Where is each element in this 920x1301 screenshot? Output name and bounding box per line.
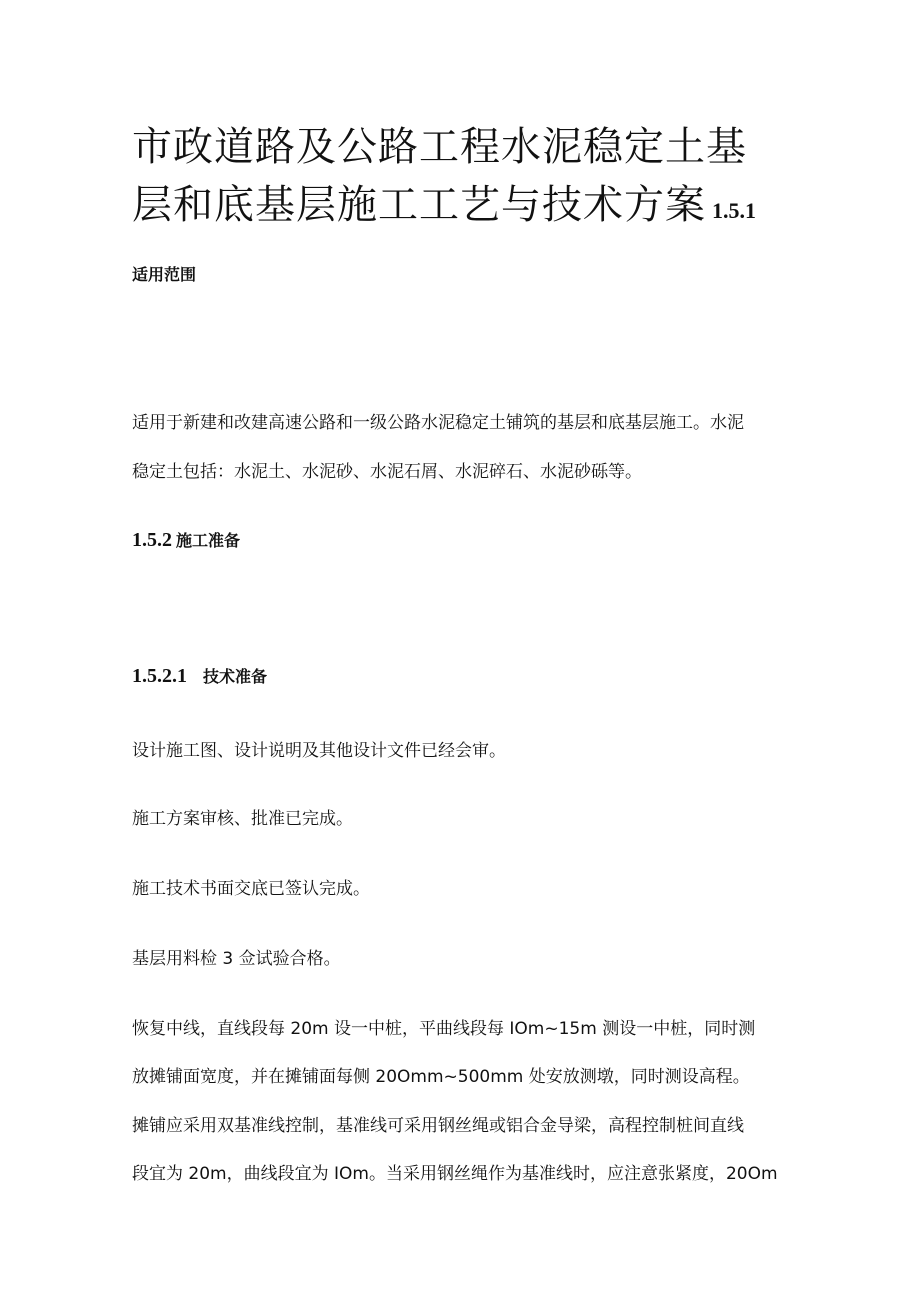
title-line-2: 层和底基层施工工艺与技术方案 — [132, 182, 706, 228]
section-number: 1.5.2 — [132, 529, 172, 551]
list-item: 施工方案审核、批准已完成。 — [132, 809, 353, 829]
list-item: 设计施工图、设计说明及其他设计文件已经会审。 — [132, 741, 506, 761]
section-title: 施工准备 — [176, 531, 241, 550]
title-line-1: 市政道路及公路工程水泥稳定土基 — [132, 124, 747, 170]
list-item: 施工技术书面交底已签认完成。 — [132, 879, 370, 899]
scope-paragraph-line-1: 适用于新建和改建高速公路和一级公路水泥稳定土铺筑的基层和底基层施工。水泥 — [132, 413, 744, 433]
section-heading-preparation — [132, 528, 240, 552]
paragraph-line: 恢复中线，直线段每 20m 设一中桩，平曲线段每 IOm~15m 测设一中桩，同时测 — [132, 1019, 756, 1039]
subsection-title: 技术准备 — [203, 667, 268, 686]
document-title — [132, 118, 852, 240]
section-heading-scope: 适用范围 — [132, 265, 197, 284]
paragraph-line: 摊铺应采用双基准线控制，基准线可采用钢丝绳或铝合金导梁，高程控制桩间直线 — [132, 1116, 744, 1136]
list-item: 基层用料检 3 佥试验合格。 — [132, 949, 341, 969]
title-section-number: 1.5.1 — [712, 198, 756, 223]
paragraph-line: 段宜为 20m，曲线段宜为 IOm。当采用钢丝绳作为基准线时，应注意张紧度，20Om — [132, 1164, 778, 1184]
subsection-number: 1.5.2.1 — [132, 665, 187, 687]
scope-paragraph-line-2: 稳定土包括：水泥土、水泥砂、水泥石屑、水泥碎石、水泥砂砾等。 — [132, 462, 642, 482]
paragraph-line: 放摊铺面宽度，并在摊铺面每侧 20Omm~500mm 处安放测墩，同时测设高程。 — [132, 1067, 750, 1087]
subsection-heading-technical — [132, 664, 267, 688]
